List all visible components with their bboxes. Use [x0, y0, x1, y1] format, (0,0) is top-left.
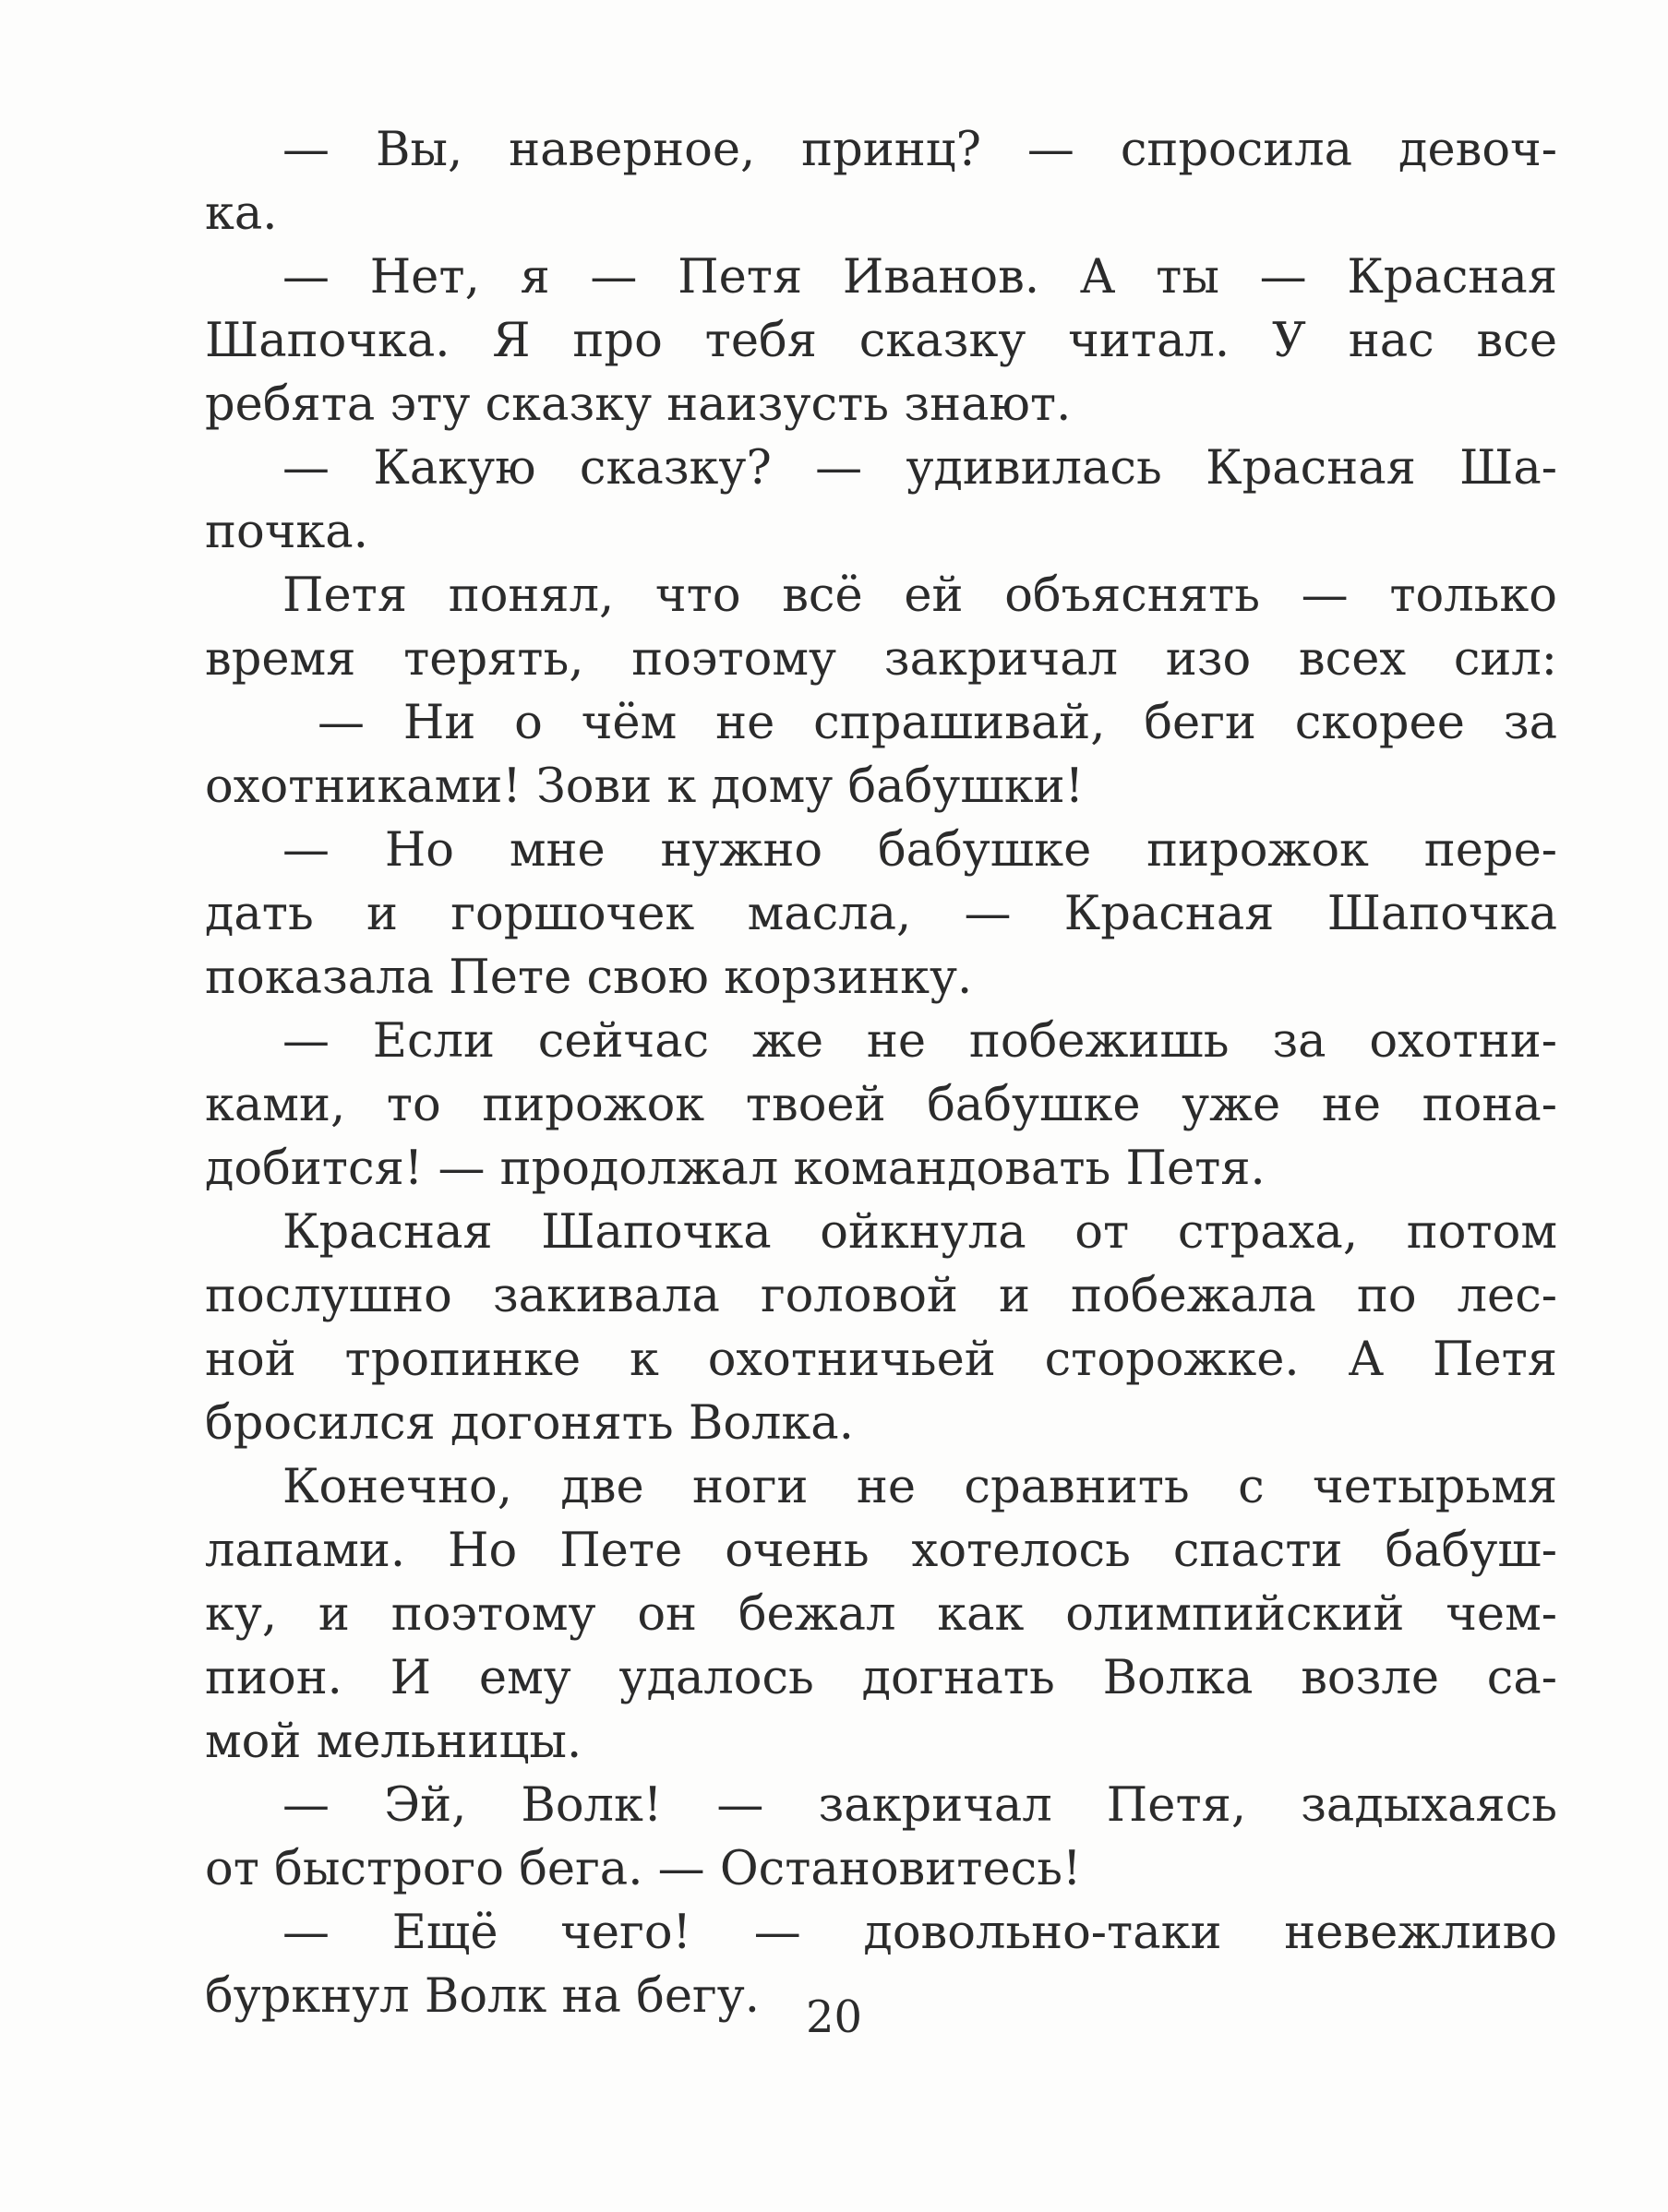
text-line: охотниками! Зови к дому бабушки! — [205, 759, 1085, 814]
text-line: почка. — [205, 505, 368, 559]
text-line: ками, то пирожок твоей бабушке уже не пона- — [205, 1078, 1557, 1132]
text-line: от быстрого бега. — Остановитесь! — [205, 1842, 1082, 1896]
text-line: — Нет, я — Петя Иванов. А ты — Красная — [282, 250, 1557, 305]
text-line: Красная Шапочка ойкнула от страха, потом — [282, 1205, 1557, 1260]
text-line: — Ни о чём не спрашивай, беги скорее за — [318, 696, 1557, 750]
text-line: мой мельницы. — [205, 1715, 582, 1769]
story-text — [205, 118, 1557, 2028]
text-line: пион. И ему удалось догнать Волка возле са- — [205, 1651, 1557, 1705]
text-line: Шапочка. Я про тебя сказку читал. У нас все — [205, 314, 1557, 368]
text-line: — Ещё чего! — довольно-таки невежливо — [282, 1906, 1557, 1960]
text-line: ребята эту сказку наизусть знают. — [205, 377, 1072, 432]
text-line: ку, и поэтому он бежал как олимпийский чем- — [205, 1587, 1557, 1642]
page-number: 20 — [805, 1991, 863, 2043]
text-line: Петя понял, что всё ей объяснять — только — [282, 568, 1557, 623]
text-line: буркнул Волк на бегу. — [205, 1969, 760, 2024]
text-line: ка. — [205, 186, 278, 241]
text-line: показала Пете свою корзинку. — [205, 951, 973, 1005]
text-line: — Вы, наверное, принц? — спросила девоч- — [282, 123, 1557, 177]
text-line: время терять, поэтому закричал изо всех сил: — [205, 632, 1557, 687]
text-line: дать и горшочек масла, — Красная Шапочка — [205, 887, 1557, 941]
text-line: ной тропинке к охотничьей сторожке. А Петя — [205, 1333, 1557, 1387]
text-line: — Если сейчас же не побежишь за охотни- — [282, 1014, 1557, 1069]
text-line: добится! — продолжал командовать Петя. — [205, 1142, 1266, 1196]
text-line: Конечно, две ноги не сравнить с четырьмя — [282, 1460, 1557, 1514]
text-line: бросился догонять Волка. — [205, 1396, 854, 1451]
text-line: лапами. Но Пете очень хотелось спасти бабуш- — [205, 1524, 1557, 1578]
text-line: послушно закивала головой и побежала по лес- — [205, 1269, 1557, 1323]
text-line: — Какую сказку? — удивилась Красная Ша- — [282, 441, 1557, 496]
text-line: — Эй, Волк! — закричал Петя, задыхаясь — [282, 1778, 1557, 1833]
text-line: — Но мне нужно бабушке пирожок пере- — [282, 823, 1557, 878]
